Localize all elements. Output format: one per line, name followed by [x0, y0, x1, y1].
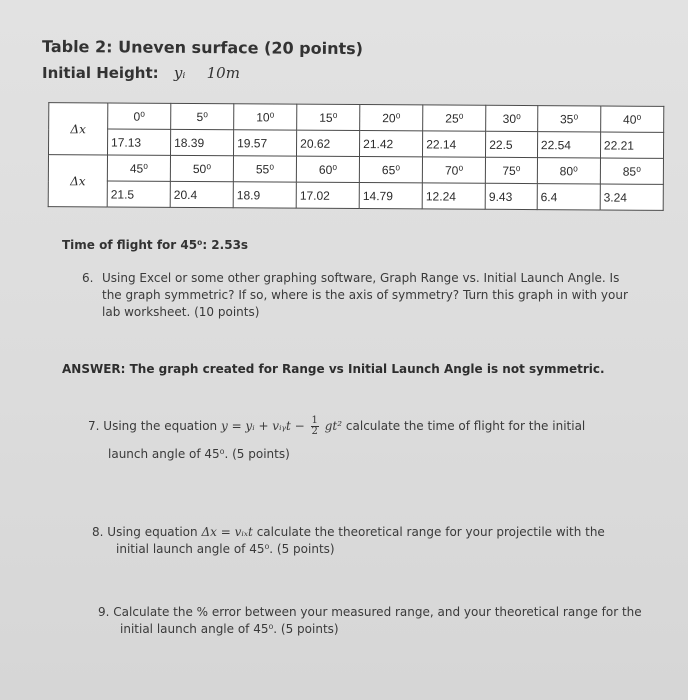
angle-cell: 70⁰	[422, 157, 485, 183]
range-value-cell: 21.42	[360, 131, 423, 157]
range-value-cell: 22.14	[423, 131, 486, 157]
range-value-cell: 22.54	[537, 132, 600, 158]
question-6-number: 6.	[82, 271, 94, 285]
row-label-delta-x-1: Δx	[49, 103, 108, 155]
question-7-number: 7.	[88, 419, 100, 433]
angle-cell: 80⁰	[537, 158, 600, 184]
answer-line: ANSWER: The graph created for Range vs Initial Launch Angle is not symmetric.	[62, 362, 605, 376]
angle-cell: 5⁰	[171, 103, 234, 129]
range-value-cell: 18.39	[171, 129, 234, 155]
question-8-equation: Δx = vᵢₓt	[201, 525, 253, 539]
question-8-line-2: initial launch angle of 45⁰. (5 points)	[116, 542, 335, 556]
time-of-flight-note: Time of flight for 45⁰: 2.53s	[62, 238, 249, 252]
angle-cell: 30⁰	[486, 105, 538, 131]
range-value-cell: 17.02	[296, 182, 359, 208]
value-row-2	[48, 181, 663, 211]
value-row-1	[49, 129, 664, 159]
question-7-prefix: Using the equation	[103, 419, 218, 433]
question-7-line-2: launch angle of 45⁰. (5 points)	[108, 447, 290, 461]
fraction-numerator: 1	[311, 415, 318, 426]
angle-row-1	[49, 103, 664, 133]
angle-cell: 45⁰	[107, 155, 170, 181]
angle-cell: 40⁰	[601, 106, 664, 132]
question-8-suffix: calculate the theoretical range for your projectile with the	[256, 525, 605, 539]
range-value-cell: 18.9	[233, 182, 296, 208]
angle-cell: 25⁰	[423, 105, 486, 131]
question-7-line-1	[88, 416, 648, 437]
angle-cell: 65⁰	[359, 157, 422, 183]
range-value-cell: 6.4	[537, 184, 600, 210]
question-8-line-1	[92, 525, 605, 539]
question-9-number: 9.	[98, 605, 110, 619]
question-9-line-1	[98, 605, 642, 619]
question-8	[92, 524, 652, 558]
angle-cell: 75⁰	[486, 157, 538, 183]
range-value-cell: 14.79	[359, 183, 422, 209]
initial-height-label: Initial Height:	[42, 64, 159, 82]
range-table-container	[48, 102, 665, 210]
question-8-prefix: Using equation	[107, 525, 198, 539]
range-table	[48, 102, 665, 211]
question-9	[98, 604, 658, 638]
initial-height-variable: yᵢ	[173, 64, 186, 82]
question-7	[88, 416, 648, 463]
fraction-denominator: 2	[311, 426, 318, 437]
range-value-cell: 19.57	[234, 130, 297, 156]
range-value-cell: 21.5	[107, 181, 170, 207]
angle-row-2	[48, 155, 663, 185]
question-7-fraction	[311, 416, 319, 437]
question-7-equation-left: y = yᵢ + vᵢᵧt −	[220, 419, 305, 433]
question-9-text: Calculate the % error between your measured range, and your theoretical range for the	[113, 605, 642, 619]
question-7-equation-right: gt²	[324, 419, 343, 433]
range-value-cell: 20.62	[297, 130, 360, 156]
angle-cell: 85⁰	[600, 158, 663, 184]
angle-cell: 55⁰	[233, 156, 296, 182]
range-value-cell: 3.24	[600, 184, 663, 210]
range-value-cell: 12.24	[422, 183, 485, 209]
question-8-number: 8.	[92, 525, 104, 539]
angle-cell: 15⁰	[297, 104, 360, 130]
table-title: Table 2: Uneven surface (20 points)	[41, 36, 364, 59]
question-6	[82, 270, 642, 321]
angle-cell: 35⁰	[538, 106, 601, 132]
question-7-suffix: calculate the time of flight for the initial	[345, 419, 586, 433]
range-value-cell: 17.13	[108, 129, 171, 155]
initial-height-value: 10m	[206, 64, 240, 82]
row-label-delta-x-2: Δx	[48, 155, 107, 207]
range-value-cell: 9.43	[485, 183, 537, 209]
range-value-cell: 20.4	[170, 181, 233, 207]
angle-cell: 60⁰	[296, 156, 359, 182]
angle-cell: 50⁰	[170, 155, 233, 181]
range-value-cell: 22.5	[486, 131, 538, 157]
range-value-cell: 22.21	[600, 132, 663, 158]
angle-cell: 0⁰	[108, 103, 171, 129]
angle-cell: 10⁰	[234, 104, 297, 130]
question-9-line-2: initial launch angle of 45⁰. (5 points)	[120, 622, 339, 636]
initial-height-line	[42, 64, 240, 82]
angle-cell: 20⁰	[360, 105, 423, 131]
question-6-text: Using Excel or some other graphing software, Graph Range vs. Initial Launch Angle. Is the graph symmetric? If so, where is the axis of symmetry? Turn this graph in with your lab worksheet. (10 points)	[102, 271, 628, 319]
